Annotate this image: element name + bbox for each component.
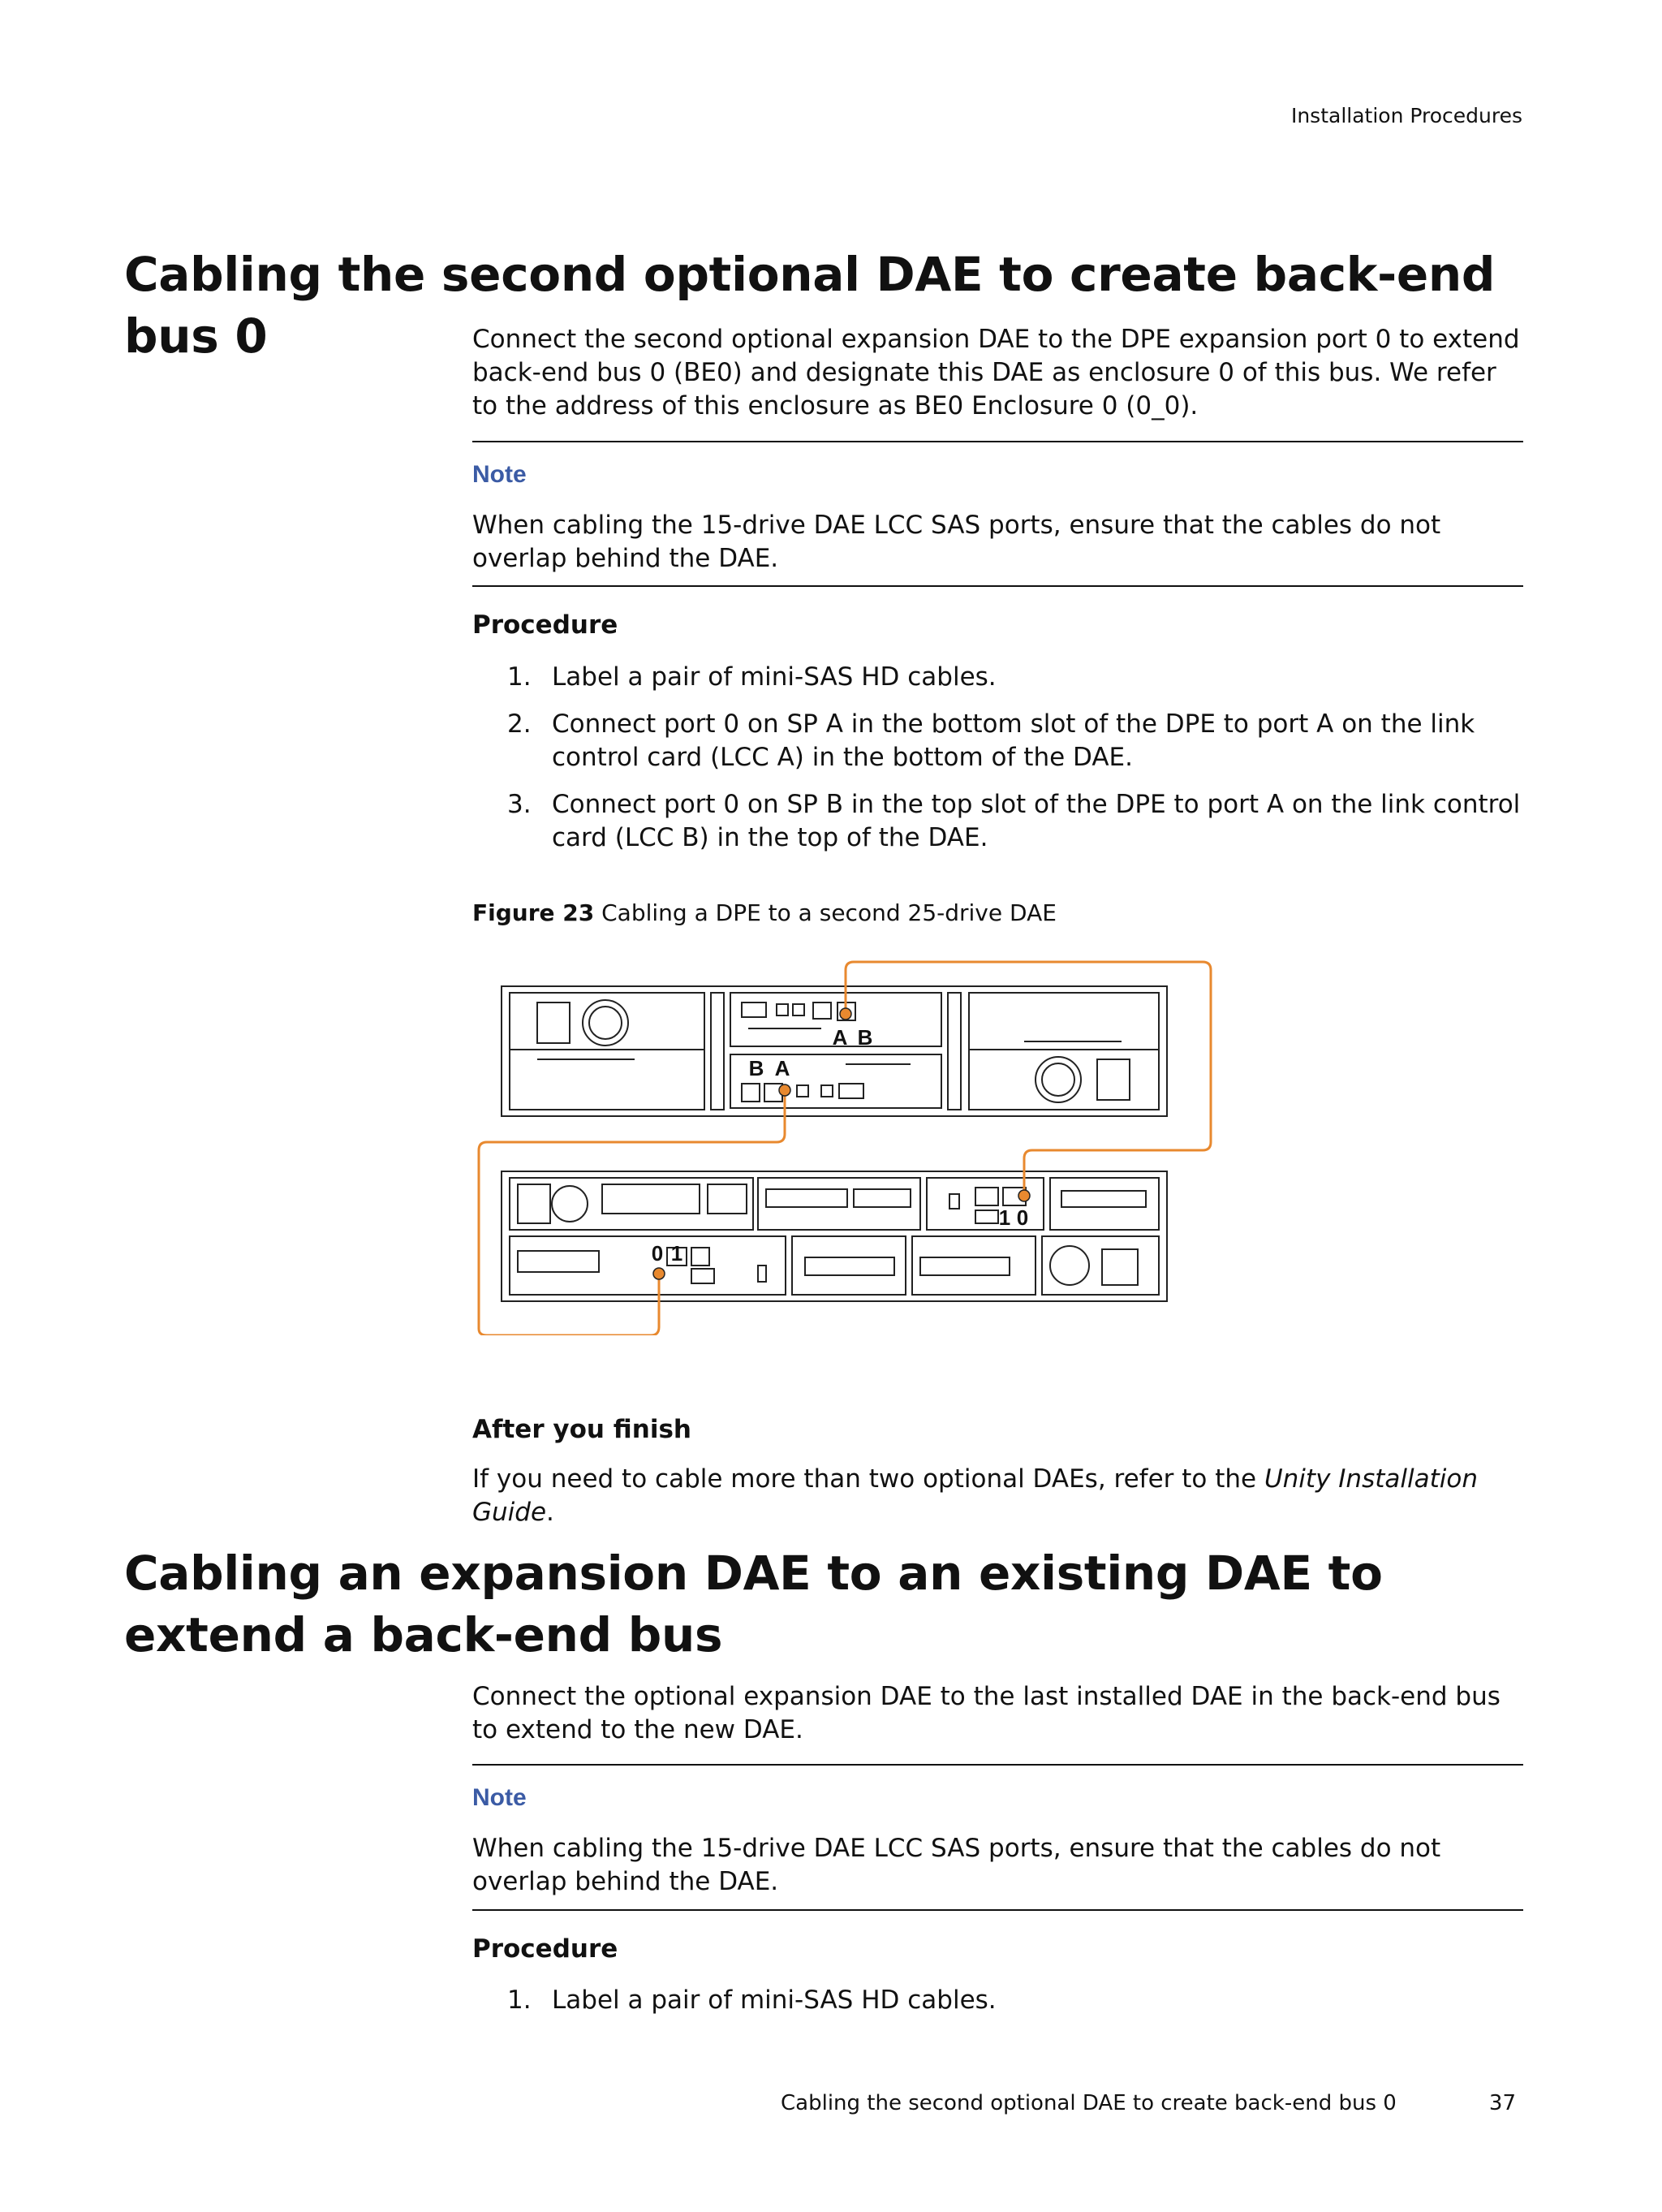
step-item xyxy=(472,661,1523,694)
figure-caption-text: Cabling a DPE to a second 25-drive DAE xyxy=(594,899,1057,926)
note-text-1: When cabling the 15-drive DAE LCC SAS ports, ensure that the cables do not overlap behind the DAE. xyxy=(472,511,1441,573)
footer-title: Cabling the second optional DAE to create back-end bus 0 xyxy=(781,2091,1397,2115)
note-rule-bottom-2 xyxy=(472,1909,1523,1911)
step-text: Label a pair of mini-SAS HD cables. xyxy=(552,662,997,692)
running-head: Installation Procedures xyxy=(1290,104,1522,127)
step-number: 1. xyxy=(507,1986,532,2015)
port-label-dae-bottom-b: B xyxy=(748,1056,764,1080)
after-label: After you finish xyxy=(472,1415,691,1444)
section2-intro: Connect the optional expansion DAE to the last installed DAE in the back-end bus to extend to the new DAE. xyxy=(472,1682,1501,1744)
after-text xyxy=(472,1463,1523,1529)
note-rule-top-2 xyxy=(472,1764,1523,1766)
procedure-label-1: Procedure xyxy=(472,610,618,640)
step-item xyxy=(472,788,1523,855)
dae-enclosure xyxy=(502,986,1167,1116)
procedure-label-2: Procedure xyxy=(472,1934,618,1964)
step-number: 2. xyxy=(507,709,532,739)
port-label-dpe-top-1: 1 xyxy=(998,1205,1011,1230)
cabling-diagram xyxy=(472,946,1219,1335)
step-number: 1. xyxy=(507,662,532,692)
port-label-dpe-bottom-1: 1 xyxy=(670,1241,683,1266)
guide-title: Unity Installation Guide xyxy=(472,1464,1478,1527)
section-title-1: Cabling the second optional DAE to create back-end bus 0 xyxy=(124,247,1496,364)
figure-number: Figure 23 xyxy=(472,899,595,926)
procedure-steps-1 xyxy=(472,661,1523,869)
step-text: Connect port 0 on SP A in the bottom slot of the DPE to port A on the link control card (LCC A) in the bottom of the DAE. xyxy=(552,709,1475,772)
step-number: 3. xyxy=(507,790,532,819)
step-text: Connect port 0 on SP B in the top slot of the DPE to port A on the link control card (LCC B) in the top of the DAE. xyxy=(552,790,1521,852)
after-suffix: . xyxy=(546,1498,554,1527)
cable-spb xyxy=(846,962,1211,1196)
port-label-dpe-top-0: 0 xyxy=(1016,1205,1029,1230)
note-rule-bottom-1 xyxy=(472,585,1523,587)
port-label-dpe-bottom-0: 0 xyxy=(651,1241,664,1266)
figure-caption xyxy=(472,899,1523,926)
section1-intro: Connect the second optional expansion DAE to the DPE expansion port 0 to extend back-end bus 0 (BE0) and designate this DAE as enclosure 0 of this bus. We refer to the address of this enclosure as BE0 Enclosure 0 (0_0). xyxy=(472,325,1520,420)
step-item xyxy=(472,1984,1523,2017)
page-number: 37 xyxy=(1488,2091,1516,2115)
step-text: Label a pair of mini-SAS HD cables. xyxy=(552,1986,997,2015)
port-label-dae-top-b: B xyxy=(857,1025,873,1050)
port-label-dae-bottom-a: A xyxy=(774,1056,790,1080)
note-label-1: Note xyxy=(472,461,527,488)
section-title-2: Cabling an expansion DAE to an existing DAE to extend a back-end bus xyxy=(124,1546,1383,1662)
note-label-2: Note xyxy=(472,1784,527,1811)
note-text-2: When cabling the 15-drive DAE LCC SAS ports, ensure that the cables do not overlap behind the DAE. xyxy=(472,1834,1441,1896)
step-item xyxy=(472,708,1523,774)
note-rule-top-1 xyxy=(472,441,1523,442)
port-label-dae-top-a: A xyxy=(832,1025,848,1050)
procedure-steps-2 xyxy=(472,1984,1523,2031)
after-prefix: If you need to cable more than two optional DAEs, refer to the xyxy=(472,1464,1264,1494)
